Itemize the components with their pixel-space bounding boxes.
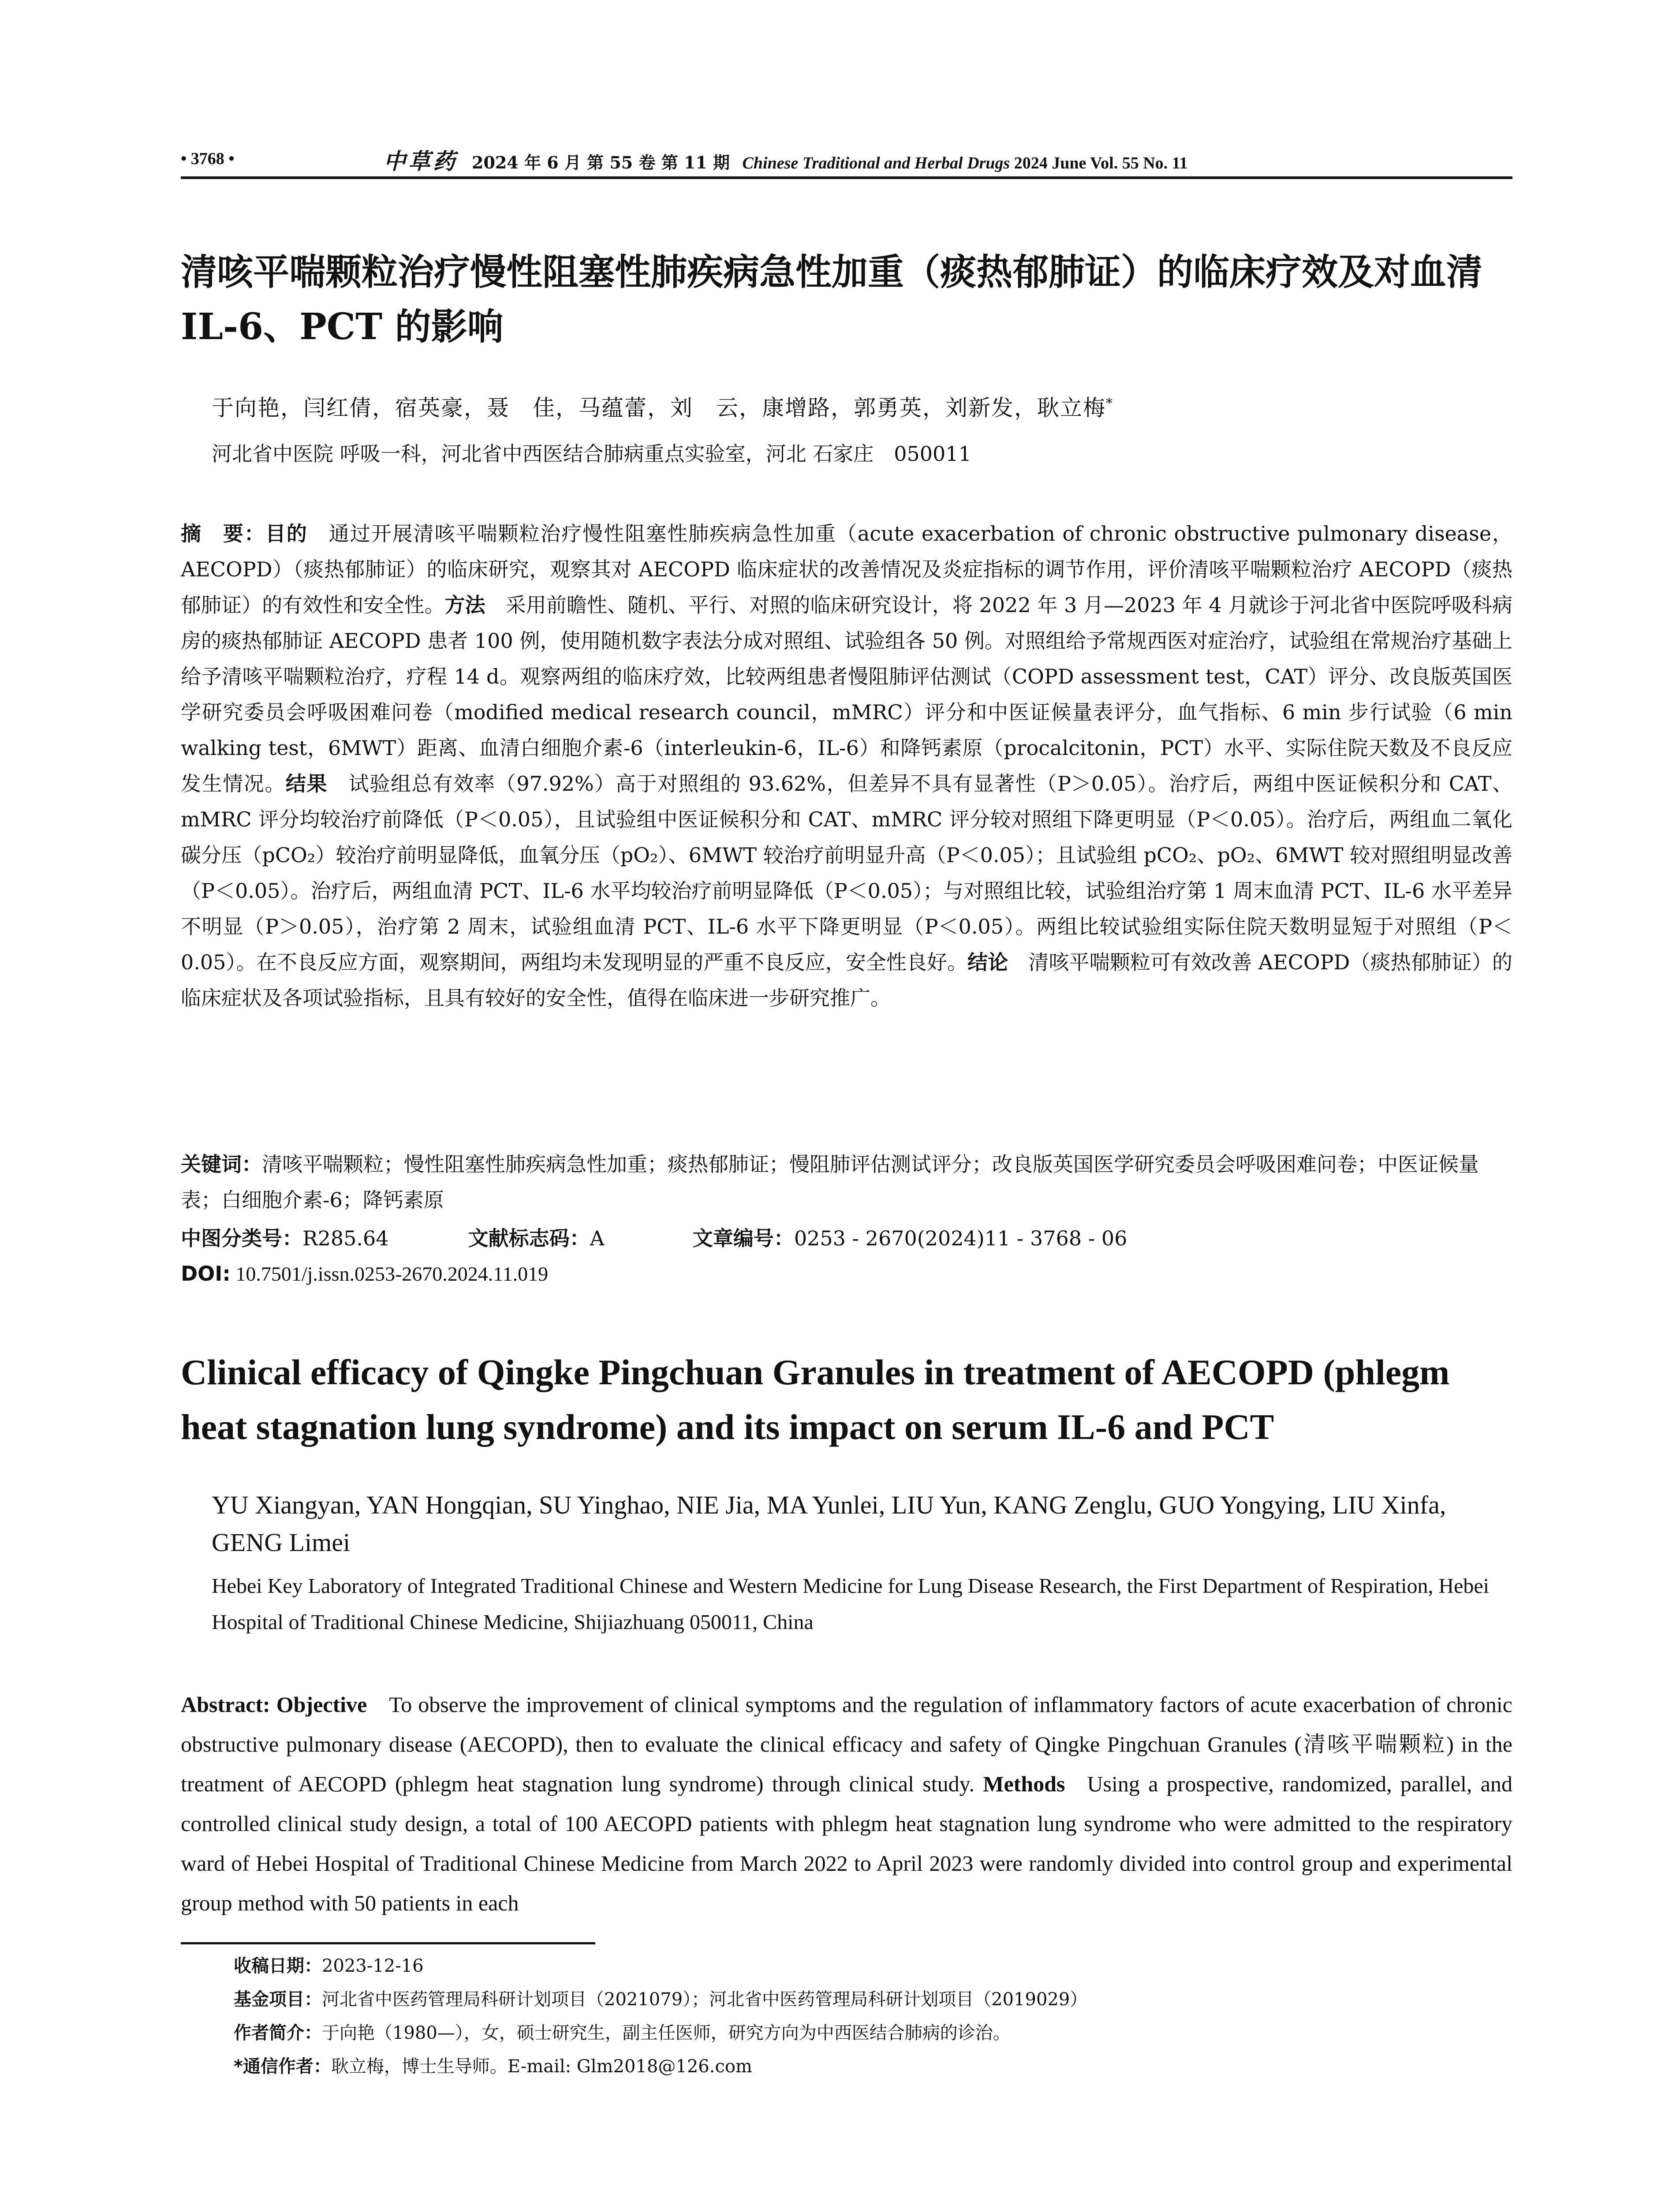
- authors-en: YU Xiangyan, YAN Hongqian, SU Yinghao, NIE Jia, MA Yunlei, LIU Yun, KANG Zenglu, GUO Yongying, LIU Xinfa, GENG Limei: [212, 1491, 1446, 1557]
- doi-value: 10.7501/j.issn.0253-2670.2024.11.019: [235, 1263, 549, 1285]
- corresponding-author: [234, 2050, 1512, 2083]
- article-title-cn: 清咳平喘颗粒治疗慢性阻塞性肺疾病急性加重（痰热郁肺证）的临床疗效及对血清 IL-6、PCT 的影响: [181, 251, 1483, 348]
- author-bio-value: 于向艳（1980—），女，硕士研究生，副主任医师，研究方向为中西医结合肺病的诊治。: [322, 2023, 1011, 2043]
- results-cn: 试验组总有效率（97.92%）高于对照组的 93.62%，但差异不具有显著性（P＞0.05）。治疗后，两组中医证候积分和 CAT、mMRC 评分均较治疗前降低（P＜0.05），且试验组中医证候积分和 CAT、mMRC 评分较对照组下降更明显（P＜0.05）。治疗后，两组血二氧化碳分压（pCO₂）较治疗前明显降低，血氧分压（pO₂）、6MWT 较治疗前明显升高（P＜0.05）；且试验组 pCO₂、pO₂、6MWT 较对照组明显改善（P＜0.05）。治疗后，两组血清 PCT、IL-6 水平均较治疗前明显降低（P＜0.05）；与对照组比较，试验组治疗第 1 周末血清 PCT、IL-6 水平差异不明显（P＞0.05），治疗第 2 周末，试验组血清 PCT、IL-6 水平下降更明显（P＜0.05）。两组比较试验组实际住院天数明显短于对照组（P＜0.05）。在不良反应方面，观察期间，两组均未发现明显的严重不良反应，安全性良好。: [181, 772, 1513, 974]
- doi-line: [181, 1256, 1512, 1292]
- abstract-cn: [181, 516, 1512, 1016]
- doi-label: DOI:: [181, 1262, 231, 1286]
- clc-label: 中图分类号：: [181, 1226, 302, 1250]
- footnote-rule: [181, 1942, 595, 1944]
- issue-info-en: 2024 June Vol. 55 No. 11: [1014, 154, 1188, 172]
- corresponding-mark: *: [1106, 396, 1113, 411]
- header-rule: [181, 176, 1512, 179]
- authors-cn-list: 于向艳，闫红倩，宿英豪，聂 佳，马蕴蕾，刘 云，康增路，郭勇英，刘新发，耿立梅: [212, 395, 1106, 421]
- journal-name-cn: 中草药: [384, 148, 458, 174]
- author-bio: [234, 2016, 1512, 2050]
- classification-line: [181, 1221, 1512, 1256]
- page-number: • 3768 •: [181, 149, 235, 168]
- objective-label-en: Objective: [276, 1692, 367, 1717]
- conclusion-cn: 清咳平喘颗粒可有效改善 AECOPD（痰热郁肺证）的临床症状及各项试验指标，且具有较好的安全性，值得在临床进一步研究推广。: [181, 950, 1513, 1010]
- authors-cn: [212, 390, 1512, 422]
- author-bio-label: 作者简介：: [234, 2023, 322, 2043]
- keywords-list-cn: 清咳平喘颗粒；慢性阻塞性肺疾病急性加重；痰热郁肺证；慢阻肺评估测试评分；改良版英国医学研究委员会呼吸困难问卷；中医证候量表；白细胞介素-6；降钙素原: [181, 1152, 1479, 1212]
- fund-value: 河北省中医药管理局科研计划项目（2021079）；河北省中医药管理局科研计划项目（2019029）: [322, 1989, 1088, 2010]
- methods-label-en: Methods: [983, 1771, 1065, 1796]
- abstract-label-cn: 摘 要：: [181, 522, 265, 546]
- article-no-value: 0253 - 2670(2024)11 - 3768 - 06: [794, 1226, 1127, 1250]
- issue-info: [472, 149, 1188, 173]
- objective-cn: 通过开展清咳平喘颗粒治疗慢性阻塞性肺疾病急性加重（acute exacerbation of chronic obstructive pulmonary disease，AECOPD）（痰热郁肺证）的临床研究，观察其对 AECOPD 临床症状的改善情况及炎症指标的调节作用，评价清咳平喘颗粒治疗 AECOPD（痰热郁肺证）的有效性和安全性。: [181, 522, 1513, 617]
- abstract-label-en: Abstract:: [181, 1692, 270, 1717]
- methods-cn: 采用前瞻性、随机、平行、对照的临床研究设计，将 2022 年 3 月—2023 年 4 月就诊于河北省中医院呼吸科病房的痰热郁肺证 AECOPD 患者 100 例，使用随机数字表法分成对照组、试验组各 50 例。对照组给予常规西医对症治疗，试验组在常规治疗基础上给予清咳平喘颗粒治疗，疗程 14 d。观察两组的临床疗效，比较两组患者慢阻肺评估测试（COPD assessment test，CAT）评分、改良版英国医学研究委员会呼吸困难问卷（modified medical research council，mMRC）评分和中医证候量表评分，血气指标、6 min 步行试验（6 min walking test，6MWT）距离、血清白细胞介素-6（interleukin-6，IL-6）和降钙素原（procalcitonin，PCT）水平、实际住院天数及不良反应发生情况。: [181, 593, 1513, 796]
- footnotes: [234, 1949, 1512, 2083]
- objective-label-cn: 目的: [265, 522, 308, 546]
- results-label-cn: 结果: [285, 772, 328, 796]
- fund-info: [234, 1983, 1512, 2016]
- methods-label-cn: 方法: [444, 593, 485, 617]
- methods-en: Using a prospective, randomized, parallel, and controlled clinical study design, a total of 100 AECOPD patients with phlegm heat stagnation lung syndrome who were admitted to the respiratory ward of Hebei Hospital of Traditional Chinese Medicine from March 2022 to April 2023 were randomly divided into control group and experimental group method with 50 patients in each: [181, 1771, 1512, 1915]
- objective-en: To observe the improvement of clinical symptoms and the regulation of inflammatory factors of acute exacerbation of chronic obstructive pulmonary disease (AECOPD), then to evaluate the clinical efficacy and safety of Qingke Pingchuan Granules (清咳平喘颗粒) in the treatment of AECOPD (phlegm heat stagnation lung syndrome) through clinical study.: [181, 1692, 1512, 1796]
- article-no-label: 文章编号：: [692, 1226, 794, 1250]
- keywords-cn: [181, 1147, 1512, 1218]
- received-date: [234, 1949, 1512, 1983]
- abstract-en: [181, 1685, 1512, 1923]
- doc-code-value: A: [590, 1226, 605, 1250]
- corresponding-label: *通信作者：: [234, 2056, 331, 2077]
- doc-code-label: 文献标志码：: [468, 1226, 590, 1250]
- fund-label: 基金项目：: [234, 1989, 322, 2010]
- affiliation-cn: 河北省中医院 呼吸一科，河北省中西医结合肺病重点实验室，河北 石家庄 050011: [212, 442, 971, 466]
- clc-value: R285.64: [302, 1226, 389, 1250]
- affiliation-en: Hebei Key Laboratory of Integrated Traditional Chinese and Western Medicine for Lung Disease Research, the First Department of Respiration, Hebei Hospital of Traditional Chinese Medicine, Shijiazhuang 050011, China: [212, 1574, 1490, 1634]
- received-value: 2023-12-16: [322, 1956, 424, 1976]
- journal-name-en: Chinese Traditional and Herbal Drugs: [742, 154, 1010, 172]
- issue-info-cn: 2024 年 6 月 第 55 卷 第 11 期: [472, 153, 730, 172]
- received-label: 收稿日期：: [234, 1956, 322, 1976]
- article-title-en: Clinical efficacy of Qingke Pingchuan Granules in treatment of AECOPD (phlegm heat stagnation lung syndrome) and its impact on serum IL-6 and PCT: [181, 1352, 1450, 1447]
- corresponding-value: 耿立梅，博士生导师。E-mail: Glm2018@126.com: [331, 2056, 752, 2077]
- keywords-label-cn: 关键词：: [181, 1152, 262, 1176]
- conclusion-label-cn: 结论: [967, 950, 1008, 974]
